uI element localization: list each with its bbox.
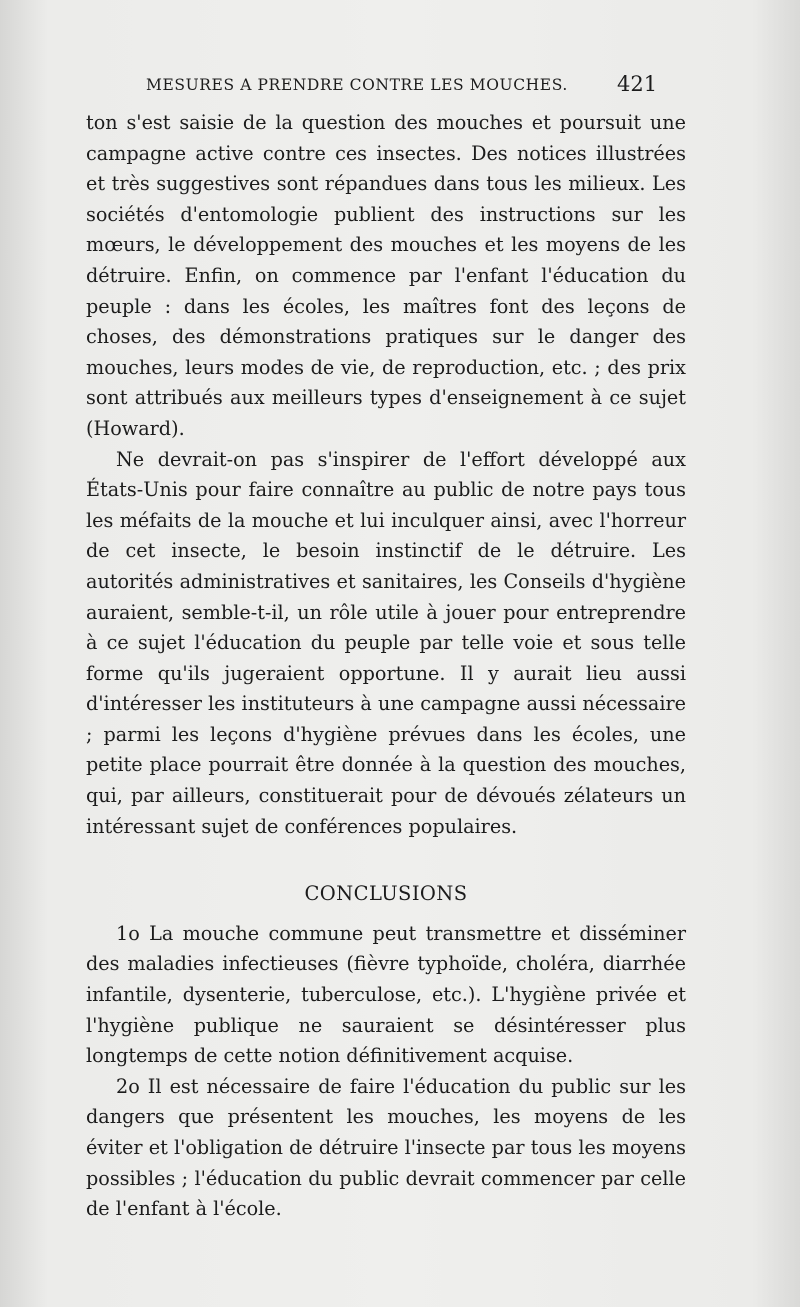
conclusion-item-2: 2o Il est nécessaire de faire l'éducation du public sur les dangers que présentent les mouches, les moyens de les éviter et l'obligation de détruire l'insecte par tous les moyens possibles ; l'éducation du public devrait commencer par celle de l'enfant à l'école. [86, 1074, 686, 1221]
paragraph-united-states: Ne devrait-on pas s'inspirer de l'effort développé aux États-Unis pour faire connaître au public de notre pays tous les méfaits de la mouche et lui inculquer ainsi, avec l'horreur de cet insecte, le besoin instinctif de le détruire. Les autorités administratives et sanitaires, les Conseils d'hygiène auraient, semble-t-il, un rôle utile à jouer pour entreprendre à ce sujet l'éducation du peuple par telle voie et sous telle forme qu'ils jugeraient opportune. Il y aurait lieu aussi d'intéresser les instituteurs à une campagne aussi nécessaire ; parmi les leçons d'hygiène prévues dans les écoles, une petite place pourrait être donnée à la question des mouches, qui, par ailleurs, constituerait pour de dévoués zélateurs un intéressant sujet de conférences populaires. [86, 447, 686, 838]
section-title-conclusions: CONCLUSIONS [304, 882, 468, 906]
page-header [0, 72, 800, 102]
page-number: 421 [617, 72, 658, 96]
paragraph-continuation: ton s'est saisie de la question des mouches et poursuit une campagne active contre ces insectes. Des notices illustrées et très suggestives sont répandues dans tous les milieux. Les sociétés d'entomologie publient des instructions sur les mœurs, le développement des mouches et les moyens de les détruire. Enfin, on commence par l'enfant l'éducation du peuple : dans les écoles, les maîtres font des leçons de choses, des démonstrations pratiques sur le danger des mouches, leurs modes de vie, de reproduction, etc. ; des prix sont attribués aux meilleurs types d'enseignement à ce sujet (Howard). [86, 111, 686, 440]
running-head: MESURES A PRENDRE CONTRE LES MOUCHES. [146, 76, 568, 94]
body-text [86, 108, 686, 1225]
conclusion-item-1: 1o La mouche commune peut transmettre et disséminer des maladies infectieuses (fièvre typhoïde, choléra, diarrhée infantile, dysenterie, tuberculose, etc.). L'hygiène privée et l'hygiène publique ne sauraient se désintéresser plus longtemps de cette notion définitivement acquise. [86, 921, 686, 1068]
